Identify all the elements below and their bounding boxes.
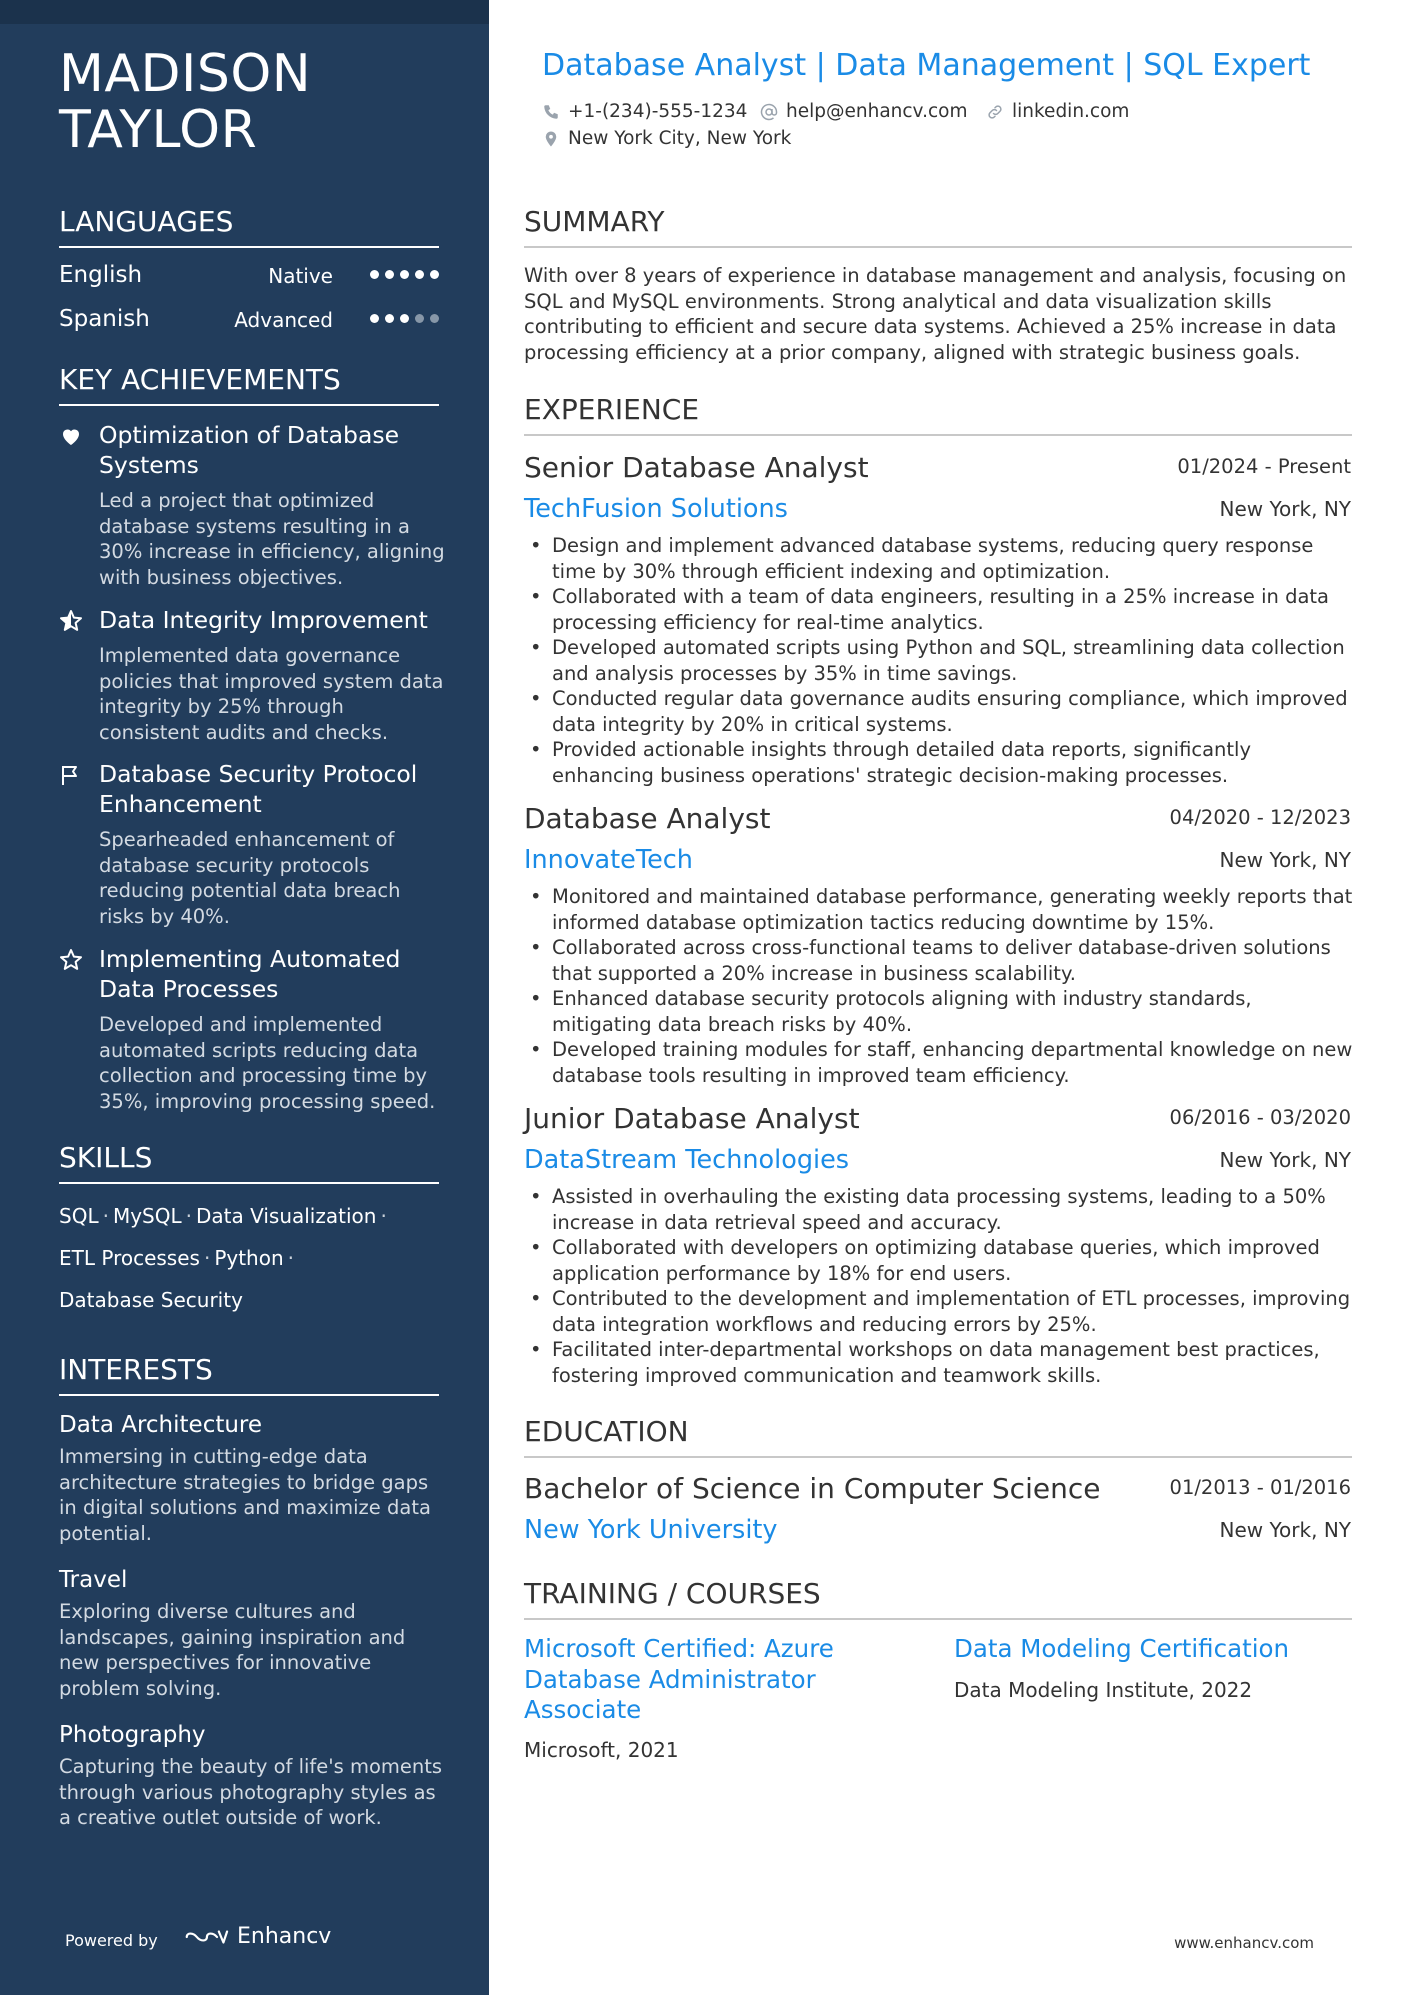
- skill-item: MySQL: [112, 1204, 182, 1228]
- interests-heading: INTERESTS: [59, 1353, 439, 1396]
- skill-item: Database Security: [59, 1288, 243, 1312]
- achievement-description: Developed and implemented automated scripts reducing data collection and processing time by 35%, improving processing speed.: [99, 1013, 436, 1113]
- language-rating: [370, 270, 439, 279]
- summary-text: With over 8 years of experience in database management and analysis, focusing on SQL and MySQL environments. Strong analytical and data visualization skills contributing to efficient and secure data systems. Achieved a 25% increase in data processing efficiency at a prior company, aligned with strategic business goals.: [524, 264, 1347, 364]
- education-date: 01/2013 - 01/2016: [1169, 1476, 1351, 1499]
- job-location: New York, NY: [1219, 497, 1351, 521]
- rating-dot: [430, 270, 439, 279]
- school-name[interactable]: New York University: [524, 1515, 778, 1545]
- rating-dot: [370, 270, 379, 279]
- contact-location: [542, 128, 791, 149]
- job-bullet: • Contributed to the development and implementation of ETL processes, improving data integration workflows and reducing errors by 25%.: [524, 1286, 1354, 1337]
- skill-item: Python: [214, 1246, 284, 1270]
- skills-line: [59, 1279, 449, 1321]
- interest-description: Capturing the beauty of life's moments through various photography styles as a creative outlet outside of work.: [59, 1755, 443, 1829]
- interest-description: Immersing in cutting-edge data architecture strategies to bridge gaps in digital solutions and maximize data potential.: [59, 1445, 431, 1545]
- course-title[interactable]: Data Modeling Certification: [954, 1634, 1290, 1663]
- language-row: [59, 306, 439, 336]
- footer-url[interactable]: www.enhancv.com: [1174, 1934, 1314, 1952]
- job-bullets: [524, 533, 1354, 788]
- achievement-title: Data Integrity Improvement: [99, 606, 428, 634]
- job-bullet: • Assisted in overhauling the existing data processing systems, leading to a 50% increase in data retrieval speed and accuracy.: [524, 1184, 1354, 1235]
- language-row: [59, 262, 439, 292]
- job-bullet: • Facilitated inter-departmental workshops on data management best practices, fostering improved communication and teamwork skills.: [524, 1337, 1354, 1388]
- language-level: Advanced: [234, 308, 333, 332]
- job-bullet: • Conducted regular data governance audits ensuring compliance, which improved data integrity by 20% in critical systems.: [524, 686, 1354, 737]
- job-date: 06/2016 - 03/2020: [1169, 1106, 1351, 1129]
- job-company[interactable]: DataStream Technologies: [524, 1145, 850, 1175]
- education-location: New York, NY: [1219, 1518, 1351, 1542]
- interest-item: [59, 1565, 449, 1701]
- job-company[interactable]: InnovateTech: [524, 845, 693, 875]
- first-name: MADISON: [59, 44, 312, 104]
- skills-line: SQL · MySQL · Data Visualization ·: [59, 1204, 387, 1228]
- languages-heading: LANGUAGES: [59, 205, 439, 248]
- achievement-title: Optimization of Database Systems: [99, 421, 400, 479]
- skill-item: ETL Processes: [59, 1246, 200, 1270]
- achievement-description: Led a project that optimized database systems resulting in a 30% increase in efficiency, aligning with business objectives.: [99, 489, 445, 589]
- rating-dot: [400, 314, 409, 323]
- experience-heading: EXPERIENCE: [524, 393, 1352, 436]
- rating-dot: [370, 314, 379, 323]
- job-bullet: • Provided actionable insights through detailed data reports, significantly enhancing business operations' strategic decision-making processes.: [524, 737, 1354, 788]
- at-icon: [760, 103, 778, 121]
- job-title: Senior Database Analyst: [524, 451, 869, 484]
- phone-text: +1-(234)-555-1234: [568, 101, 748, 122]
- course-organization: Microsoft, 2021: [524, 1738, 679, 1762]
- job-bullet: • Enhanced database security protocols aligning with industry standards, mitigating data breach risks by 40%.: [524, 986, 1354, 1037]
- phone-icon: [542, 103, 560, 121]
- achievement-description: Implemented data governance policies that improved system data integrity by 25% through consistent audits and checks.: [99, 644, 444, 744]
- powered-by-label: Powered by: [65, 1931, 158, 1950]
- degree-title: Bachelor of Science in Computer Science: [524, 1472, 1101, 1505]
- enhancv-brand-name: Enhancv: [237, 1924, 332, 1949]
- contact-linkedin[interactable]: [986, 101, 1129, 122]
- rating-dot: [400, 270, 409, 279]
- skill-item: SQL: [59, 1204, 99, 1228]
- job-bullet: • Developed training modules for staff, enhancing departmental knowledge on new database tools resulting in improved team efficiency.: [524, 1037, 1354, 1088]
- summary-heading: SUMMARY: [524, 205, 1352, 248]
- star-half-icon: [59, 609, 83, 633]
- enhancv-logo-icon: [183, 1926, 229, 1948]
- skill-item: Data Visualization: [195, 1204, 377, 1228]
- flag-icon: [59, 763, 83, 787]
- interest-title: Travel: [59, 1567, 128, 1593]
- location-text: New York City, New York: [568, 128, 792, 149]
- interest-item: [59, 1720, 449, 1831]
- achievements-heading: KEY ACHIEVEMENTS: [59, 363, 439, 406]
- job-location: New York, NY: [1219, 1148, 1351, 1172]
- rating-dot: [415, 314, 424, 323]
- language-name: English: [59, 262, 143, 288]
- achievement-description: Spearheaded enhancement of database security protocols reducing potential data breach risks by 40%.: [99, 828, 401, 928]
- last-name: TAYLOR: [59, 100, 258, 160]
- job-date: 01/2024 - Present: [1177, 455, 1351, 478]
- sidebar: [0, 0, 489, 1995]
- skills-list: [59, 1195, 449, 1321]
- course-organization: Data Modeling Institute, 2022: [954, 1678, 1253, 1702]
- sidebar-top-band: [0, 0, 489, 24]
- job-company[interactable]: TechFusion Solutions: [524, 494, 788, 524]
- course-title[interactable]: Microsoft Certified: Azure Database Administrator Associate: [524, 1634, 834, 1724]
- job-title: Junior Database Analyst: [524, 1102, 860, 1135]
- achievement-title: Database Security Protocol Enhancement: [99, 760, 418, 818]
- star-outline-icon: [59, 948, 83, 972]
- interest-title: Photography: [59, 1722, 206, 1748]
- training-heading: TRAINING / COURSES: [524, 1577, 1352, 1620]
- rating-dot: [385, 314, 394, 323]
- job-bullet: • Developed automated scripts using Python and SQL, streamlining data collection and analysis processes by 35% in time savings.: [524, 635, 1354, 686]
- skills-heading: SKILLS: [59, 1141, 439, 1184]
- skills-line: ETL Processes · Python ·: [59, 1246, 294, 1270]
- job-bullet: • Monitored and maintained database performance, generating weekly reports that informed database optimization tactics reducing downtime by 15%.: [524, 884, 1354, 935]
- heart-icon: [59, 424, 83, 448]
- language-rating: [370, 314, 439, 323]
- link-icon: [986, 103, 1004, 121]
- rating-dot: [415, 270, 424, 279]
- job-bullet: • Collaborated with developers on optimizing database queries, which improved application performance by 18% for end users.: [524, 1235, 1354, 1286]
- rating-dot: [430, 314, 439, 323]
- education-heading: EDUCATION: [524, 1415, 1352, 1458]
- job-title: Database Analyst: [524, 802, 771, 835]
- contact-email[interactable]: [760, 101, 967, 122]
- job-bullets: [524, 884, 1354, 1088]
- job-bullet: • Collaborated with a team of data engineers, resulting in a 25% increase in data processing efficiency for real-time analytics.: [524, 584, 1354, 635]
- rating-dot: [385, 270, 394, 279]
- linkedin-text: linkedin.com: [1012, 101, 1130, 122]
- location-pin-icon: [542, 130, 560, 148]
- enhancv-logo[interactable]: [183, 1924, 331, 1949]
- job-date: 04/2020 - 12/2023: [1169, 806, 1351, 829]
- interest-description: Exploring diverse cultures and landscapes, gaining inspiration and new perspectives for innovative problem solving.: [59, 1600, 406, 1700]
- interest-item: [59, 1410, 449, 1546]
- headline: Database Analyst | Data Management | SQL Expert: [542, 48, 1311, 83]
- language-name: Spanish: [59, 306, 150, 332]
- job-bullet: • Design and implement advanced database systems, reducing query response time by 30% through efficient indexing and optimization.: [524, 533, 1354, 584]
- language-level: Native: [268, 264, 333, 288]
- achievement-title: Implementing Automated Data Processes: [99, 945, 401, 1003]
- job-bullets: [524, 1184, 1354, 1388]
- contact-phone: [542, 101, 747, 122]
- interest-title: Data Architecture: [59, 1412, 263, 1438]
- job-location: New York, NY: [1219, 848, 1351, 872]
- email-text: help@enhancv.com: [786, 101, 968, 122]
- candidate-name: [59, 46, 459, 158]
- job-bullet: • Collaborated across cross-functional teams to deliver database-driven solutions that supported a 20% increase in business scalability.: [524, 935, 1354, 986]
